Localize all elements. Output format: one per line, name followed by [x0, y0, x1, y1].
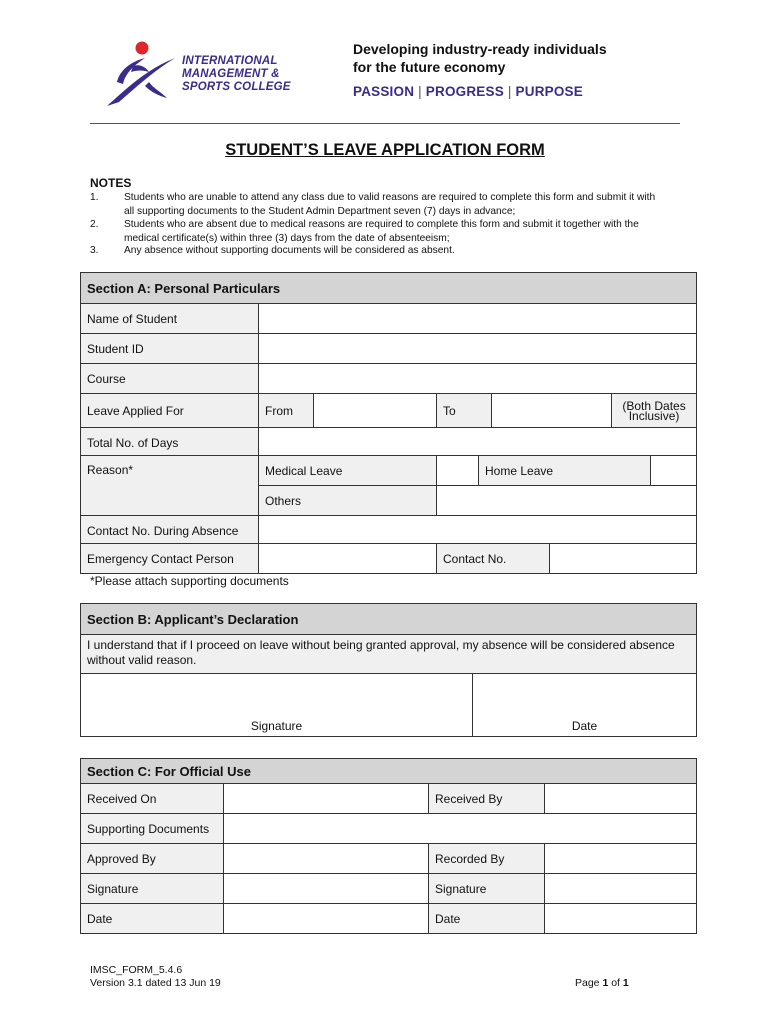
medical-leave-label: Medical Leave [259, 456, 437, 486]
course-label: Course [81, 364, 259, 394]
approved-by-label: Approved By [81, 844, 224, 874]
recorded-by-label: Recorded By [429, 844, 545, 874]
notes-heading: NOTES [90, 176, 132, 190]
approved-by-field[interactable] [224, 844, 429, 874]
declaration-text: I understand that if I proceed on leave without being granted approval, my absence will be considered absence without valid reason. [81, 635, 697, 674]
emergency-contact-field[interactable] [259, 544, 437, 574]
received-by-field[interactable] [545, 784, 697, 814]
recorded-by-field[interactable] [545, 844, 697, 874]
section-a-heading: Section A: Personal Particulars [81, 273, 697, 304]
home-leave-label: Home Leave [479, 456, 651, 486]
attach-note: *Please attach supporting documents [90, 574, 289, 588]
leave-applied-label: Leave Applied For [81, 394, 259, 428]
header-divider [90, 123, 680, 124]
name-label: Name of Student [81, 304, 259, 334]
value-progress: PROGRESS [425, 84, 504, 99]
official-date-field-2[interactable] [545, 904, 697, 934]
contact-absence-label: Contact No. During Absence [81, 516, 259, 546]
section-a-reason-table [80, 455, 697, 546]
received-by-label: Received By [429, 784, 545, 814]
values-line: PASSION | PROGRESS | PURPOSE [353, 84, 583, 99]
from-date-field[interactable] [314, 394, 437, 428]
official-date-field[interactable] [224, 904, 429, 934]
official-date-label-2: Date [429, 904, 545, 934]
name-field[interactable] [259, 304, 697, 334]
date-label: Date [473, 716, 697, 737]
tagline-line-2: for the future economy [353, 59, 506, 75]
to-date-field[interactable] [492, 394, 612, 428]
others-label: Others [259, 486, 437, 516]
home-leave-checkbox[interactable] [651, 456, 697, 486]
total-days-label: Total No. of Days [81, 428, 259, 458]
section-a-emergency-table [80, 543, 697, 574]
supporting-docs-field[interactable] [224, 814, 697, 844]
section-b-table [80, 603, 697, 737]
note-item: 2. Students who are absent due to medical reasons are required to complete this form and submit it together with the medical certificate(s) within three (3) days from the date of absenteeism; [90, 219, 639, 244]
official-signature-field-2[interactable] [545, 874, 697, 904]
contact-no-field[interactable] [550, 544, 697, 574]
both-dates-note: (Both Dates Inclusive) [612, 394, 697, 428]
contact-absence-field[interactable] [259, 516, 697, 546]
logo-line-1: INTERNATIONAL [182, 55, 278, 67]
course-field[interactable] [259, 364, 697, 394]
official-signature-field[interactable] [224, 874, 429, 904]
college-logo [105, 40, 305, 110]
section-a-table [80, 272, 697, 458]
logo-line-2: MANAGEMENT & [182, 68, 280, 80]
student-id-label: Student ID [81, 334, 259, 364]
official-signature-label-2: Signature [429, 874, 545, 904]
contact-no-label: Contact No. [437, 544, 550, 574]
supporting-docs-label: Supporting Documents [81, 814, 224, 844]
others-field[interactable] [437, 486, 697, 516]
received-on-label: Received On [81, 784, 224, 814]
signature-label: Signature [81, 716, 473, 737]
section-b-heading: Section B: Applicant’s Declaration [81, 604, 697, 635]
section-c-table [80, 758, 697, 934]
date-field[interactable] [473, 674, 697, 717]
signature-field[interactable] [81, 674, 473, 717]
from-label: From [259, 394, 314, 428]
reason-label: Reason* [81, 456, 259, 516]
total-days-field[interactable] [259, 428, 697, 458]
student-id-field[interactable] [259, 334, 697, 364]
page-number: Page 1 of 1 [575, 977, 629, 989]
official-date-label: Date [81, 904, 224, 934]
value-passion: PASSION [353, 84, 415, 99]
emergency-contact-label: Emergency Contact Person [81, 544, 259, 574]
form-code: IMSC_FORM_5.4.6 [90, 964, 183, 976]
note-item: 1. Students who are unable to attend any class due to valid reasons are required to complete this form and submit it with all supporting documents to the Student Admin Department seven (7) days in advance; [90, 192, 656, 217]
section-c-heading: Section C: For Official Use [81, 759, 697, 784]
medical-leave-checkbox[interactable] [437, 456, 479, 486]
to-label: To [437, 394, 492, 428]
logo-line-3: SPORTS COLLEGE [182, 81, 291, 93]
note-item: 3. Any absence without supporting documents will be considered as absent. [90, 245, 455, 256]
official-signature-label: Signature [81, 874, 224, 904]
tagline-line-1: Developing industry-ready individuals [353, 41, 607, 57]
form-title: STUDENT’S LEAVE APPLICATION FORM [225, 141, 545, 159]
received-on-field[interactable] [224, 784, 429, 814]
value-purpose: PURPOSE [515, 84, 583, 99]
form-version: Version 3.1 dated 13 Jun 19 [90, 977, 221, 989]
